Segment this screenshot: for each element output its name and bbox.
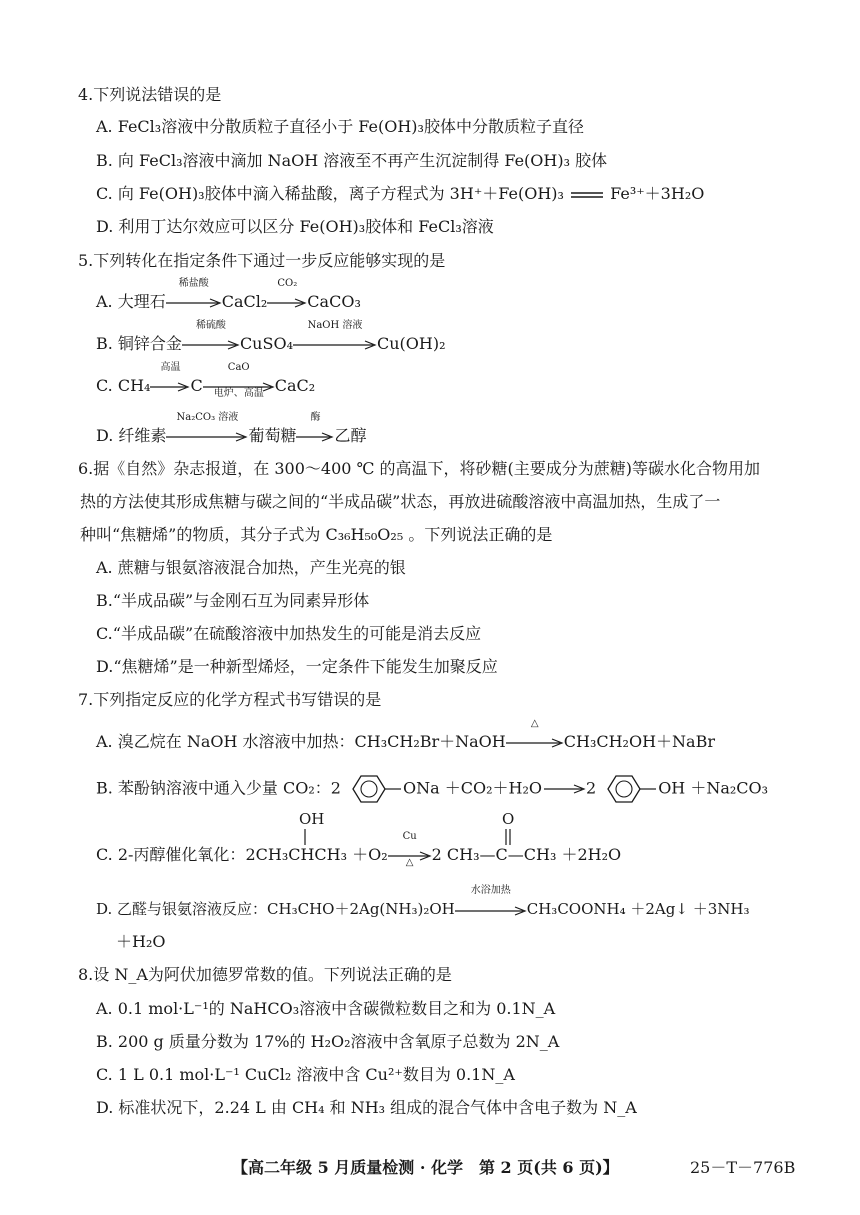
q7-d-cond: 水浴加热 — [470, 885, 511, 896]
q5-stem: 5.下列转化在指定条件下通过一步反应能够实现的是 — [78, 251, 446, 270]
q5-d-cond2: 酶 — [310, 411, 321, 423]
q8-option-d: D. 标准状况下，2.24 L 由 CH₄ 和 NH₃ 组成的混合气体中含电子数为 N_A — [96, 1098, 637, 1117]
q5-c-cond2-bottom: 电炉、高温 — [213, 387, 264, 399]
q5-b-start: B. 铜锌合金 — [96, 334, 182, 353]
reaction-arrow — [388, 830, 432, 868]
q7-option-c — [96, 830, 622, 868]
q7-option-d — [96, 885, 750, 921]
q7-c-cond-bottom: △ — [405, 856, 414, 868]
reaction-arrow — [455, 885, 527, 921]
q5-c-cond2-top: CaO — [227, 361, 250, 373]
q5-a-start: A. 大理石 — [96, 292, 166, 311]
q7-b-mid2: 2 — [586, 778, 597, 798]
q7-option-b — [96, 772, 768, 806]
q7-b-mid1: ONa ＋CO₂＋H₂O — [402, 778, 542, 798]
q4-option-b: B. 向 FeCl₃溶液中滴加 NaOH 溶液至不再产生沉淀制得 Fe(OH)₃ 胶体 — [96, 151, 608, 170]
q7-option-d-cont: ＋H₂O — [116, 932, 166, 951]
q8-stem: 8.设 N_A为阿伏加德罗常数的值。下列说法正确的是 — [78, 965, 452, 984]
double-bond — [504, 829, 512, 845]
reaction-arrow — [267, 277, 307, 314]
q7-d-right: CH₃COONH₄ ＋2Ag↓ ＋3NH₃ — [526, 900, 750, 918]
q6-stem-line1: 6.据《自然》杂志报道，在 300～400 ℃ 的高温下，将砂糖(主要成分为蔗糖)等碳水化合物用加 — [78, 459, 760, 478]
q6-option-b: B.“半成品碳”与金刚石互为同素异形体 — [96, 591, 370, 610]
q8-option-a: A. 0.1 mol·L⁻¹的 NaHCO₃溶液中含碳微粒数目之和为 0.1N_A — [96, 999, 556, 1018]
reaction-arrow — [296, 411, 334, 448]
q7-a-right: CH₃CH₂OH＋NaBr — [563, 732, 715, 751]
q4-option-c-left: C. 向 Fe(OH)₃胶体中滴入稀盐酸，离子方程式为 3H⁺＋Fe(OH)₃ — [96, 184, 564, 203]
reaction-arrow — [542, 784, 586, 794]
q5-b-mid: CuSO₄ — [239, 334, 293, 353]
q5-a-mid: CaCl₂ — [221, 292, 268, 311]
q5-option-a — [96, 277, 361, 314]
q6-option-a: A. 蔗糖与银氨溶液混合加热，产生光亮的银 — [96, 558, 406, 577]
q5-option-b — [96, 319, 446, 356]
reaction-arrow — [150, 361, 190, 398]
q5-c-end: CaC₂ — [274, 376, 316, 395]
q5-b-cond1: 稀硫酸 — [195, 319, 226, 331]
q7-c-hydroxyl: OH — [299, 810, 325, 828]
q7-c-reactant: 2CH₃CHCH₃ ＋O₂ — [245, 845, 388, 864]
reaction-arrow — [166, 277, 222, 314]
q7-c-left: C. 2-丙醇催化氧化： — [96, 845, 246, 864]
q7-c-carbonyl-o: O — [502, 810, 515, 828]
q7-a-cond: △ — [530, 717, 539, 729]
q6-option-c: C.“半成品碳”在硫酸溶液中加热发生的可能是消去反应 — [96, 624, 482, 643]
q7-b-left: B. 苯酚钠溶液中通入少量 CO₂：2 — [96, 778, 341, 798]
equals-sign — [569, 190, 605, 200]
q6-stem-line2: 热的方法使其形成焦糖与碳之间的“半成品碳”状态，再放进硫酸溶液中高温加热，生成了一 — [80, 492, 721, 511]
q7-b-right: OH ＋Na₂CO₃ — [658, 778, 769, 798]
q7-a-left: A. 溴乙烷在 NaOH 水溶液中加热：CH₃CH₂Br＋NaOH — [96, 732, 506, 751]
q7-option-a — [96, 717, 715, 754]
q7-c-cond-top: Cu — [402, 830, 417, 842]
reaction-arrow — [293, 319, 377, 356]
q5-d-end: 乙醇 — [334, 426, 367, 445]
q4-option-c-right: Fe³⁺＋3H₂O — [610, 184, 705, 203]
q7-c-product: 2 CH₃—C—CH₃ ＋2H₂O — [431, 845, 622, 864]
q4-option-d: D. 利用丁达尔效应可以区分 Fe(OH)₃胶体和 FeCl₃溶液 — [96, 217, 494, 236]
reaction-arrow — [203, 361, 275, 399]
reaction-arrow — [506, 717, 564, 754]
q5-b-end: Cu(OH)₂ — [376, 334, 446, 353]
q6-option-d: D.“焦糖烯”是一种新型烯烃，一定条件下能发生加聚反应 — [96, 657, 498, 676]
q5-a-end: CaCO₃ — [307, 292, 361, 311]
benzene-ring-icon — [596, 772, 658, 806]
q7-stem: 7.下列指定反应的化学方程式书写错误的是 — [78, 690, 382, 709]
reaction-arrow — [166, 411, 248, 448]
q8-option-b: B. 200 g 质量分数为 17%的 H₂O₂溶液中含氧原子总数为 2N_A — [96, 1032, 560, 1051]
single-bond — [303, 829, 307, 845]
q7-d-left: D. 乙醛与银氨溶液反应：CH₃CHO＋2Ag(NH₃)₂OH — [96, 900, 455, 918]
q5-d-cond1: Na₂CO₃ 溶液 — [176, 411, 239, 423]
q5-a-cond1: 稀盐酸 — [178, 277, 209, 289]
page-footer-title: 【高二年级 5 月质量检测 · 化学 第 2 页(共 6 页)】 — [232, 1158, 619, 1177]
q5-a-cond2: CO₂ — [277, 277, 298, 289]
q5-c-mid: C — [190, 376, 203, 395]
q5-d-mid: 葡萄糖 — [248, 426, 297, 445]
q5-d-start: D. 纤维素 — [96, 426, 167, 445]
q5-c-cond1: 高温 — [160, 361, 181, 373]
q5-option-d — [96, 411, 367, 448]
q8-option-c: C. 1 L 0.1 mol·L⁻¹ CuCl₂ 溶液中含 Cu²⁺数目为 0.1N_A — [96, 1065, 515, 1084]
q6-stem-line3: 种叫“焦糖烯”的物质，其分子式为 C₃₆H₅₀O₂₅ 。下列说法正确的是 — [80, 525, 553, 544]
q5-c-start: C. CH₄ — [96, 376, 151, 395]
benzene-ring-icon — [341, 772, 403, 806]
reaction-arrow — [182, 319, 240, 356]
q5-option-c — [96, 361, 316, 399]
q4-stem: 4.下列说法错误的是 — [78, 85, 222, 104]
q4-option-c — [96, 183, 704, 205]
q5-b-cond2: NaOH 溶液 — [307, 319, 363, 331]
q4-option-a: A. FeCl₃溶液中分散质粒子直径小于 Fe(OH)₃胶体中分散质粒子直径 — [96, 117, 584, 136]
page-footer-code: 25－T－776B — [690, 1158, 796, 1177]
